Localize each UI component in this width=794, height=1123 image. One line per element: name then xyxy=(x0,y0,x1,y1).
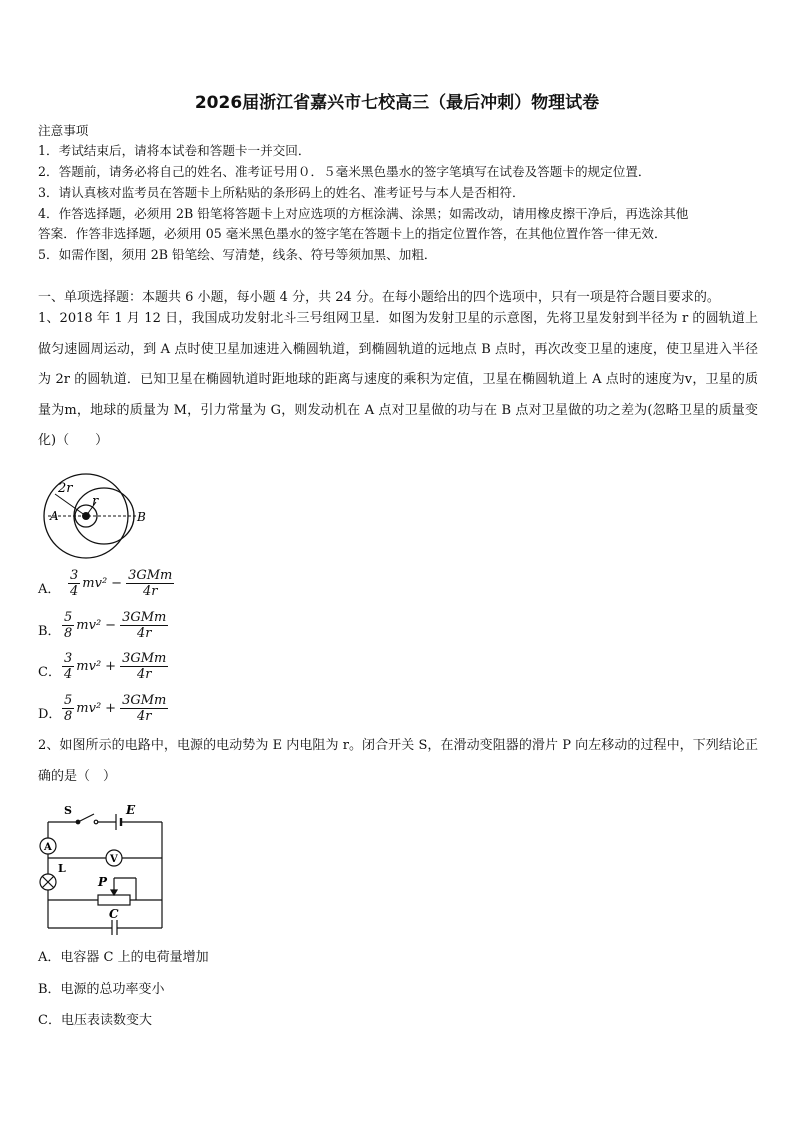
option-label: C． xyxy=(38,665,61,680)
orbit-diagram xyxy=(38,472,158,560)
orbit-label-A: A xyxy=(50,509,59,523)
option-text: B．电源的总功率变小 xyxy=(38,982,165,997)
option-a-expression: $\frac{3}{4}$ mv² − $\frac{\text{3GMm}}{4r}$ xyxy=(70,568,173,599)
notice-item: 3．请认真核对监考员在答题卡上所粘贴的条形码上的姓名、准考证号与本人是否相符． xyxy=(38,185,525,200)
option-d-expression: $\frac{5}{8}$ mv² + $\frac{\text{3GMm}}{4r}$ xyxy=(64,693,167,724)
option-text: A．电容器 C 上的电荷量增加 xyxy=(38,950,209,965)
orbit-label-B: B xyxy=(137,510,146,524)
circuit-diagram xyxy=(36,800,176,935)
option-b-expression: $\frac{5}{8}$ mv² − $\frac{\text{3GMm}}{4r}$ xyxy=(64,610,167,641)
circuit-label-C: C xyxy=(109,907,119,921)
option-label: B． xyxy=(38,624,61,639)
circuit-label-S: S xyxy=(64,804,72,817)
notice-item: 5．如需作图，须用 2B 铅笔绘、写清楚，线条、符号等须加黑、加粗． xyxy=(38,247,437,262)
orbit-label-r: r xyxy=(92,494,99,509)
notice-item: 4．作答选择题，必须用 2B 铅笔将答题卡上对应选项的方框涂满、涂黑；如需改动，请用橡皮擦干净后，再选涂其他 xyxy=(38,206,689,221)
ammeter-label: A xyxy=(44,842,52,853)
notice-item: 2．答题前，请务必将自己的姓名、准考证号用０．５毫米黑色墨水的签字笔填写在试卷及答题卡的规定位置． xyxy=(38,164,651,179)
circuit-label-E: E xyxy=(126,803,136,817)
option-label: A． xyxy=(38,582,61,597)
option-c-expression: $\frac{3}{4}$ mv² + $\frac{\text{3GMm}}{4r}$ xyxy=(64,651,167,682)
question-1-text: 1、2018 年 1 月 12 日，我国成功发射北斗三号组网卫星．如图为发射卫星的示意图，先将卫星发射到半径为 r 的圆轨道上做匀速圆周运动，到 A 点时使卫星加速进入椭圆轨道，到椭圆轨道的远地点 B 点时，再次改变卫星的速度，使卫星进入半径为 2r 的圆轨道．已知卫星在椭圆轨道时距地球的距离与速度的乘积为定值，卫星在椭圆轨道上 A 点时的速度为v，卫星的质量为m，地球的质量为 M，引力常量为 G，则发动机在 A 点对卫星做的功与在 B 点对卫星做的功之差为(忽略卫星的质量变化)（ ） xyxy=(38,311,758,448)
notice-item: 1．考试结束后，请将本试卷和答题卡一并交回． xyxy=(38,143,311,158)
option-text: C．电压表读数变大 xyxy=(38,1013,152,1028)
circuit-label-P: P xyxy=(98,875,108,889)
orbit-label-2r: 2r xyxy=(58,481,73,496)
notice-heading: 注意事项 xyxy=(38,123,89,138)
section-heading: 一、单项选择题：本题共 6 小题，每小题 4 分，共 24 分。在每小题给出的四个选项中，只有一项是符合题目要求的。 xyxy=(38,290,720,305)
option-label: D． xyxy=(38,707,62,722)
question-2-text: 2、如图所示的电路中，电源的电动势为 E 内电阻为 r。闭合开关 S，在滑动变阻器的滑片 P 向左移动的过程中，下列结论正确的是（ ） xyxy=(38,738,758,784)
notice-item: 答案．作答非选择题，必须用 05 毫米黑色墨水的签字笔在答题卡上的指定位置作答，在其他位置作答一律无效． xyxy=(38,226,667,241)
voltmeter-label: V xyxy=(110,854,118,865)
circuit-label-L: L xyxy=(58,862,66,875)
exam-title: 2026届浙江省嘉兴市七校高三（最后冲刺）物理试卷 xyxy=(194,93,600,113)
